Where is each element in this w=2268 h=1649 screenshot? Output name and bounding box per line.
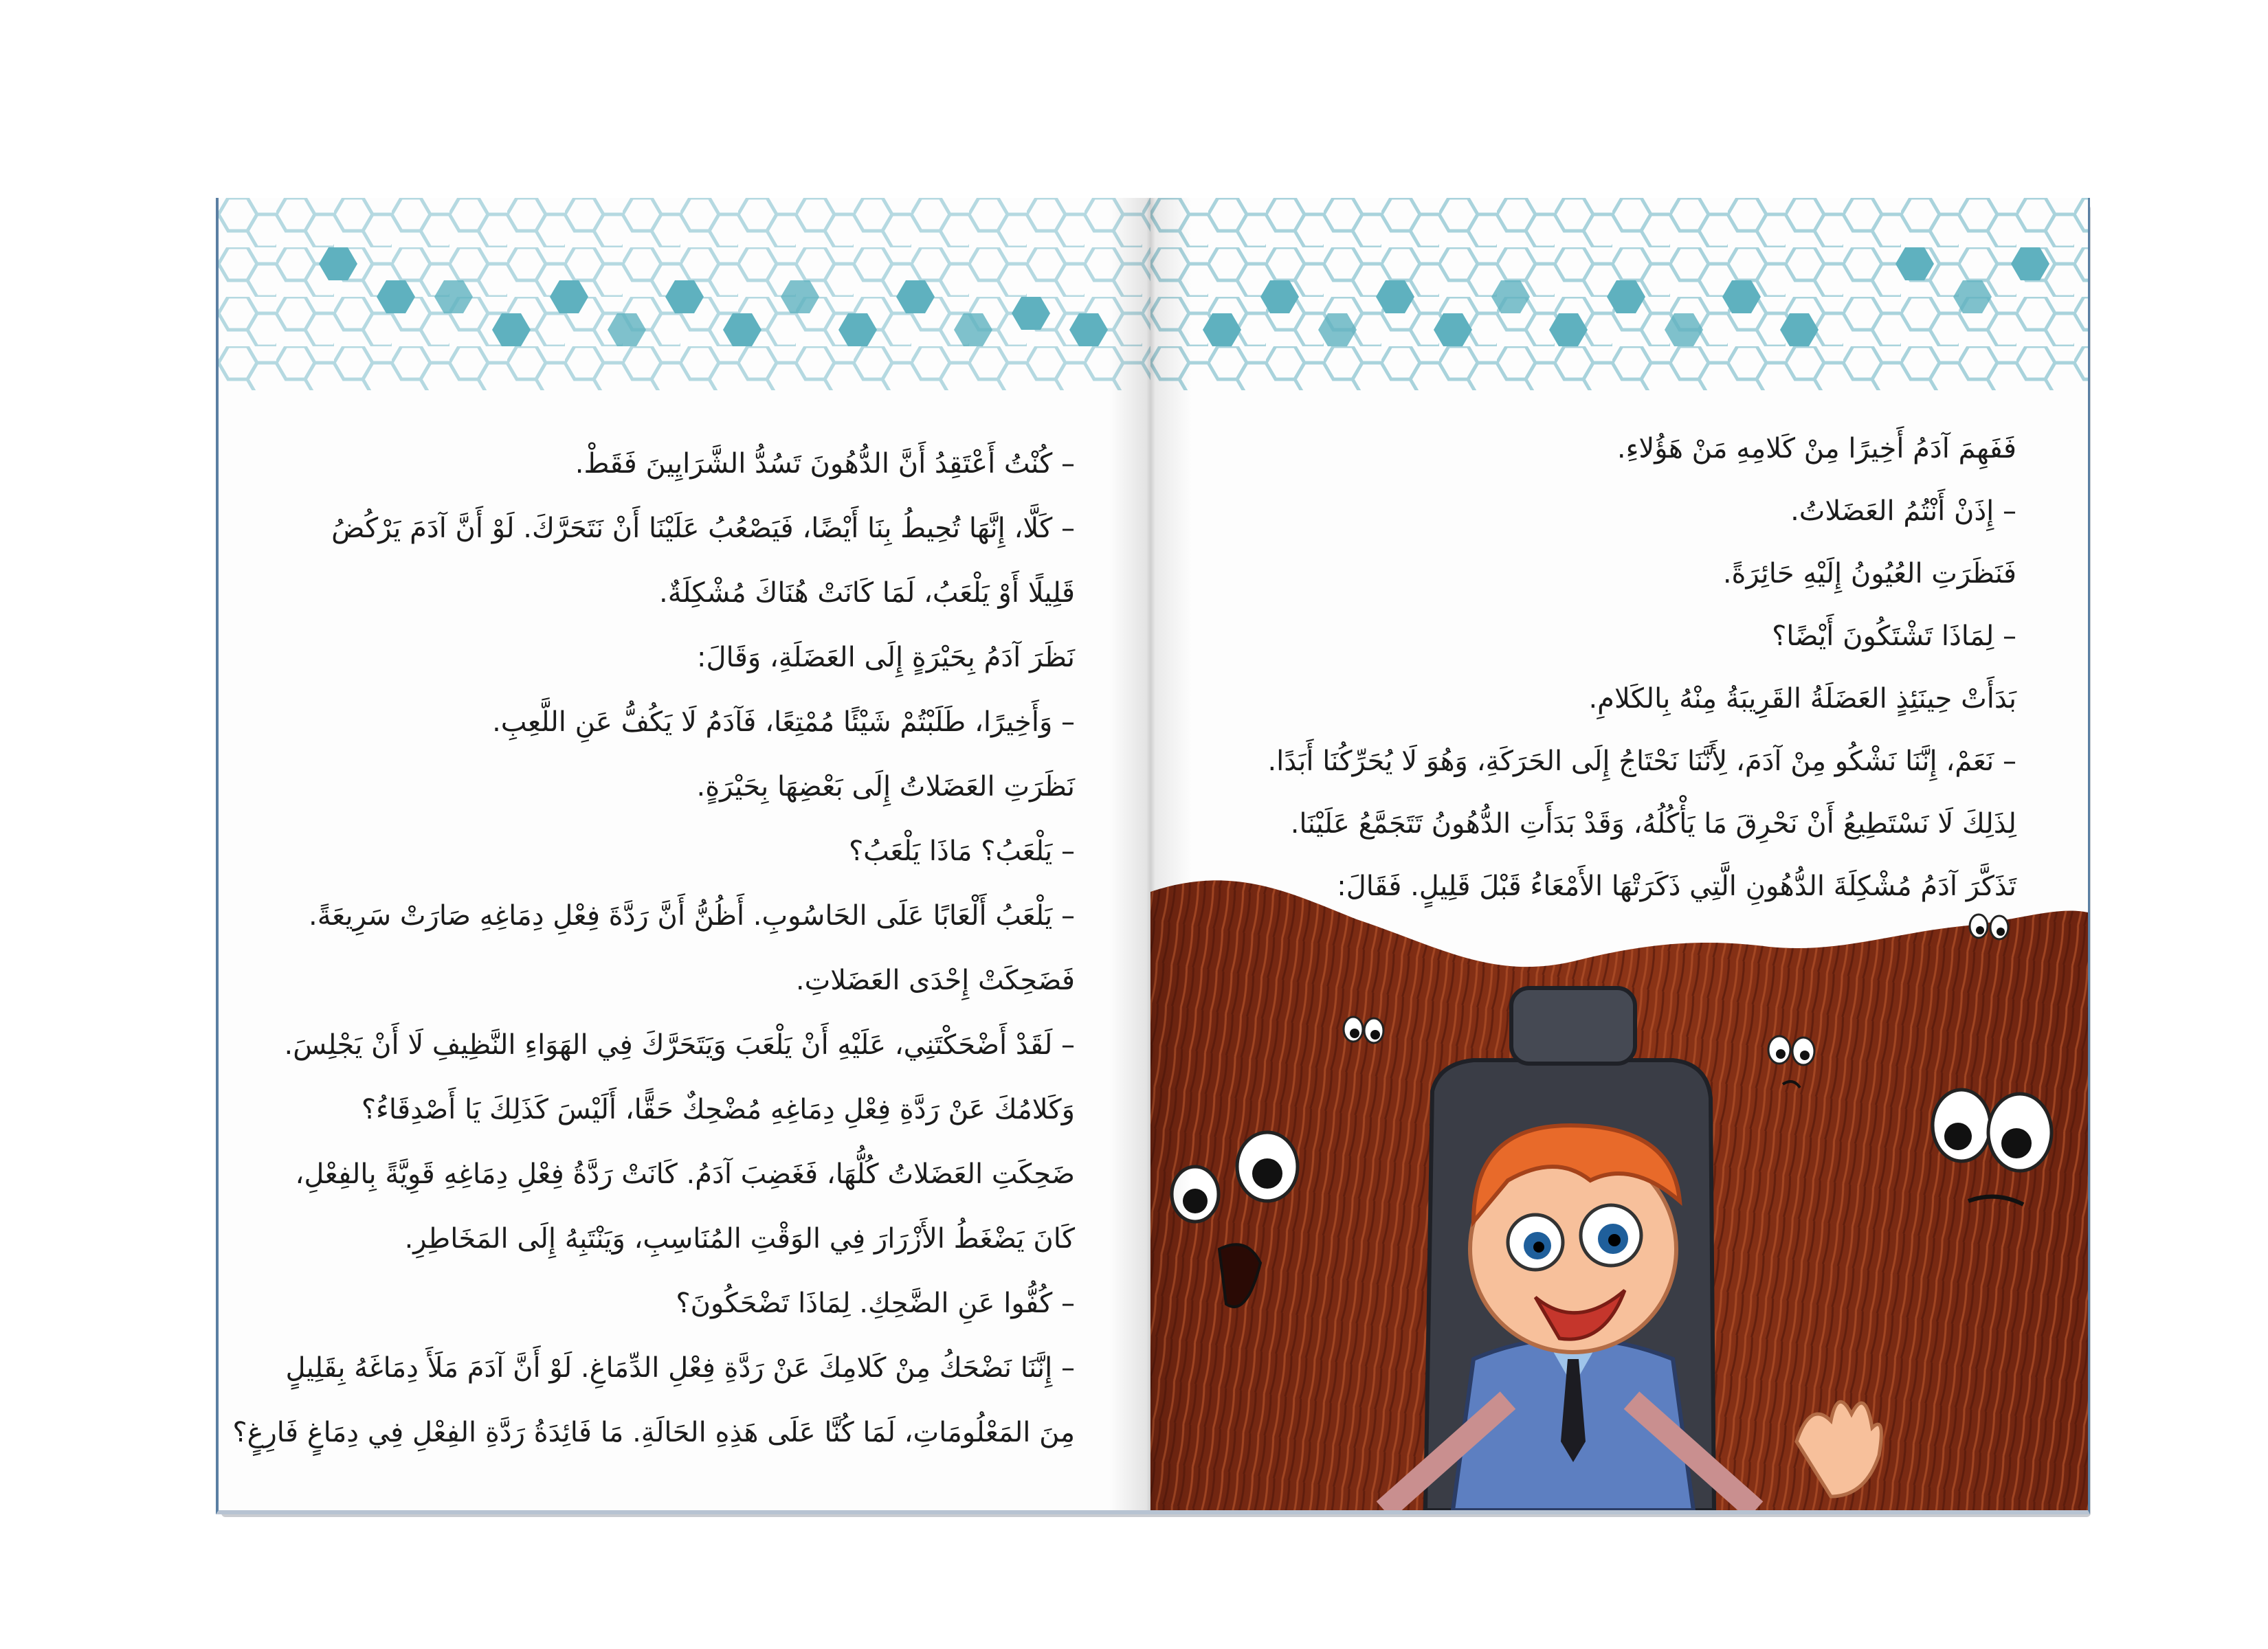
text-line: فَنَظَرَتِ العُيُونُ إِلَيْهِ حَائِرَةً. [1722,558,2016,590]
text-line: تَذَكَّرَ آدَمُ مُشْكِلَةَ الدُّهُونِ الَّتِي ذَكَرَتْهَا الأَمْعَاءُ قَبْلَ قَلِيلٍ. فَقَالَ: [1337,871,2016,902]
text-line: بَدَأَتْ حِينَئِذٍ العَضَلَةُ القَرِيبَةُ مِنْهُ بِالكَلامِ. [1588,683,2016,715]
hexagon-pattern-right [1150,198,2088,390]
text-line: – إِذَنْ أَنْتُمُ العَضَلاتُ. [1790,495,2016,527]
text-line: – كُنْتُ أَعْتَقِدُ أَنَّ الدُّهُونَ تَسُدُّ الشَّرَايِينَ فَقَطْ. [575,448,1075,480]
left-page [216,198,1153,1514]
text-line: – نَعَمْ، إِنَّنَا نَشْكُو مِنْ آدَمَ، لِأَنَّنَا نَحْتَاجُ إِلَى الحَرَكَةِ، وَهُوَ لَا يُحَرِّكُنَا أَبَدًا. [1267,745,2016,777]
text-line: نَظَرَ آدَمُ بِحَيْرَةٍ إِلَى العَضَلَةِ، وَقَالَ: [696,642,1075,673]
text-line: فَضَحِكَتْ إِحْدَى العَضَلاتِ. [795,965,1075,996]
text-line: مِنَ المَعْلُومَاتِ، لَمَا كُنَّا عَلَى هَذِهِ الحَالَةِ. مَا فَائِدَةُ رَدَّةِ الفِعْلِ فِي دِمَاغٍ فَارِغٍ؟ [232,1417,1075,1448]
text-line: – كَلَّا، إِنَّهَا تُحِيطُ بِنَا أَيْضًا، فَيَصْعُبُ عَلَيْنَا أَنْ نَتَحَرَّكَ. لَوْ أَنَّ آدَمَ يَرْكُضُ [331,513,1075,544]
text-line: – كُفُّوا عَنِ الضَّحِكِ. لِمَاذَا تَضْحَكُونَ؟ [676,1288,1075,1319]
text-line: فَفَهِمَ آدَمُ أَخِيرًا مِنْ كَلامِهِ مَنْ هَؤُلاءِ. [1616,433,2016,464]
book-gutter-shadow [1109,198,1192,1510]
text-line: نَظَرَتِ العَضَلاتُ إِلَى بَعْضِهَا بِحَيْرَةٍ. [696,771,1075,803]
right-page [1150,198,2090,1514]
right-page-text [1233,418,2016,918]
text-line: لِذَلِكَ لَا نَسْتَطِيعُ أَنْ نَحْرِقَ مَا يَأْكُلُهُ، وَقَدْ بَدَأَتِ الدُّهُونُ تَتَجَمَّعُ عَلَيْنَا. [1290,808,2016,840]
illustration-boy-with-muscles [1150,878,2088,1510]
text-line: وَكَلامُكَ عَنْ رَدَّةِ فِعْلِ دِمَاغِهِ مُضْحِكٌ حَقًّا، أَلَيْسَ كَذَلِكَ يَا أَصْدِقَاءُ؟ [361,1094,1075,1125]
text-line: – لِمَاذَا تَشْتَكُونَ أَيْضًا؟ [1772,620,2016,652]
open-book-spread [216,198,2088,1510]
text-line: – يَلْعَبُ؟ مَاذَا يَلْعَبُ؟ [848,835,1075,867]
hexagon-pattern-left [219,198,1153,390]
text-line: ضَحِكَتِ العَضَلاتُ كُلُّهَا، فَغَضِبَ آدَمُ. كَانَتْ رَدَّةُ فِعْلِ دِمَاغِهِ قَوِيَّةً بِالفِعْلِ، [295,1158,1075,1190]
text-line: – وَأَخِيرًا، طَلَبْتُمْ شَيْئًا مُمْتِعًا، فَآدَمُ لَا يَكُفُّ عَنِ اللَّعِبِ. [492,706,1075,738]
text-line: كَانَ يَضْغَطُ الأَزْرَارَ فِي الوَقْتِ المُنَاسِبِ، وَيَنْتَبِهُ إِلَى المَخَاطِرِ. [404,1223,1075,1255]
text-line: – لَقَدْ أَضْحَكْتَنِي، عَلَيْهِ أَنْ يَلْعَبَ وَيَتَحَرَّكَ فِي الهَوَاءِ النَّظِيفِ لَا أَنْ يَجْلِسَ. [284,1029,1075,1061]
left-page-text [232,431,1075,1465]
text-line: قَلِيلًا أَوْ يَلْعَبُ، لَمَا كَانَتْ هُنَاكَ مُشْكِلَةٌ. [659,577,1075,609]
text-line: – إِنَّنَا نَضْحَكُ مِنْ كَلامِكَ عَنْ رَدَّةِ فِعْلِ الدِّمَاغِ. لَوْ أَنَّ آدَمَ مَلَأَ دِمَاغَهُ بِقَلِيلٍ [285,1352,1075,1384]
text-line: – يَلْعَبُ أَلْعَابًا عَلَى الحَاسُوبِ. أَظُنُّ أَنَّ رَدَّةَ فِعْلِ دِمَاغِهِ صَارَتْ سَرِيعَةً. [309,900,1075,932]
